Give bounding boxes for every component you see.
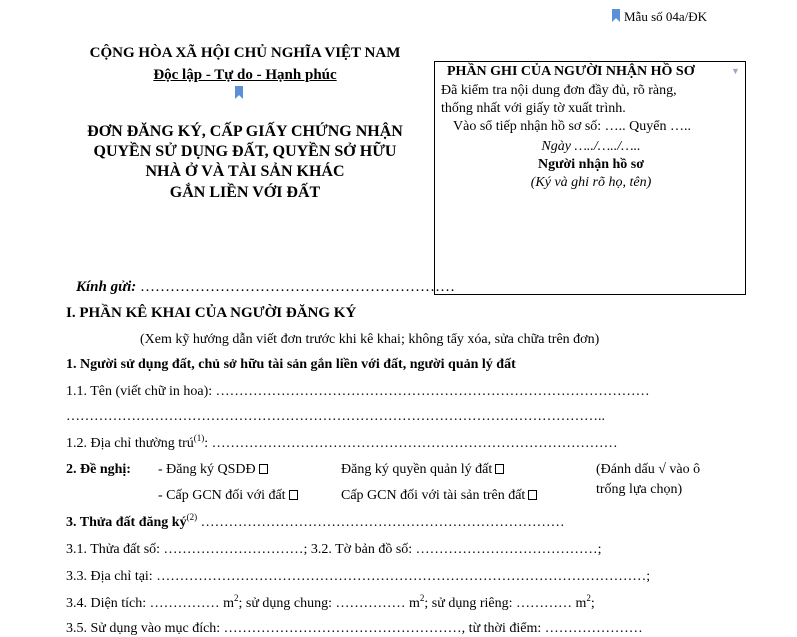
checkbox-note-line-2: trống lựa chọn): [596, 482, 683, 497]
item-1-heading: 1. Người sử dụng đất, chủ sở hữu tài sản gắn liền với đất, người quản lý đất: [66, 357, 516, 372]
address-label: 1.2. Địa chỉ thường trú: [66, 436, 194, 451]
parcel-address-field[interactable]: 3.3. Địa chỉ tại: ……………………………………………………………………………………………;: [66, 569, 651, 584]
name-field[interactable]: [66, 384, 650, 400]
item-3-dots: ……………………………………………………………………: [197, 515, 565, 530]
area-shared: ; sử dụng chung: …………… m: [238, 596, 420, 611]
dropdown-arrow-icon: ▼: [731, 66, 740, 76]
bookmark-icon: [612, 9, 620, 22]
name-dots: …………………………………………………………………………………: [215, 384, 650, 399]
addressee-label: Kính gửi:: [76, 279, 137, 295]
checkbox[interactable]: [289, 490, 298, 500]
unit-sup: 2: [419, 593, 425, 603]
option-certificate-property[interactable]: [341, 488, 537, 504]
nation-title: CỘNG HÒA XÃ HỘI CHỦ NGHĨA VIỆT NAM: [89, 45, 401, 61]
document-title-line-1: ĐƠN ĐĂNG KÝ, CẤP GIẤY CHỨNG NHẬN: [87, 123, 403, 140]
option-label: Cấp GCN đối với tài sản trên đất: [341, 488, 526, 503]
option-register-land-use[interactable]: [158, 462, 268, 478]
addressee-line: [76, 279, 455, 296]
bookmark-icon: [235, 86, 243, 99]
receiver-sign-note: (Ký và ghi rõ họ, tên): [530, 175, 652, 190]
checkbox[interactable]: [259, 464, 268, 474]
checkbox[interactable]: [495, 464, 504, 474]
checkbox-note-line-1: (Đánh dấu √ vào ô: [596, 462, 701, 477]
option-label: - Đăng ký QSDĐ: [158, 462, 256, 477]
item-3-heading: [66, 512, 565, 531]
purpose-field[interactable]: 3.5. Sử dụng vào mục đích: ……………………………………………, từ thời điểm: …………………: [66, 621, 643, 636]
area-private: ; sử dụng riêng: ………… m: [424, 596, 587, 611]
address-dots: : ……………………………………………………………………………: [204, 436, 618, 451]
option-certificate-land[interactable]: [158, 488, 298, 504]
option-label: Đăng ký quyền quản lý đất: [341, 462, 493, 477]
receiver-box-line-1: Đã kiểm tra nội dung đơn đầy đủ, rõ ràng,: [441, 83, 677, 98]
receiver-label: Người nhận hồ sơ: [538, 157, 644, 172]
unit-sup: 2: [234, 593, 239, 603]
name-label: 1.1. Tên (viết chữ in hoa):: [66, 384, 216, 399]
section-heading: I. PHẦN KÊ KHAI CỦA NGƯỜI ĐĂNG KÝ: [66, 305, 357, 321]
area-end: ;: [590, 596, 595, 611]
option-label: - Cấp GCN đối với đất: [158, 488, 286, 503]
receiver-box-date: Ngày …../…../…..: [541, 139, 641, 154]
option-register-management[interactable]: [341, 462, 504, 478]
name-field-continuation[interactable]: ……………………………………………………………………………………………………..: [66, 409, 605, 424]
receiver-box-heading: PHẦN GHI CỦA NGƯỜI NHẬN HỒ SƠ: [447, 64, 695, 79]
form-number: Mẫu số 04a/ĐK: [624, 9, 708, 24]
footnote-marker: (2): [186, 512, 198, 522]
receiver-box-line-2: thống nhất với giấy tờ xuất trình.: [441, 101, 626, 116]
section-instruction: (Xem kỹ hướng dẫn viết đơn trước khi kê khai; không tẩy xóa, sửa chữa trên đơn): [140, 332, 600, 347]
receiver-box: [434, 61, 746, 295]
checkbox[interactable]: [528, 490, 537, 500]
unit-sup: 2: [586, 593, 591, 603]
parcel-number-field[interactable]: 3.1. Thửa đất số: …………………………; 3.2. Tờ bản đồ số: …………………………………;: [66, 542, 602, 557]
area-field[interactable]: [66, 593, 595, 612]
item-2-label: 2. Đề nghị:: [66, 462, 131, 477]
document-title-line-3: NHÀ Ở VÀ TÀI SẢN KHÁC: [145, 163, 345, 180]
item-3-label: 3. Thửa đất đăng ký: [66, 515, 187, 530]
document-title-line-2: QUYỀN SỬ DỤNG ĐẤT, QUYỀN SỞ HỮU: [93, 143, 397, 160]
motto: Độc lập - Tự do - Hạnh phúc: [153, 67, 337, 83]
receiver-box-line-3: Vào sổ tiếp nhận hồ sơ số: ….. Quyển …..: [453, 119, 691, 134]
area-total: 3.4. Diện tích: …………… m: [66, 596, 234, 611]
footnote-marker: (1): [193, 433, 205, 443]
address-field[interactable]: [66, 433, 618, 452]
addressee-dots: ………………………………………………………: [136, 279, 456, 295]
document-title-line-4: GẮN LIỀN VỚI ĐẤT: [169, 184, 321, 201]
